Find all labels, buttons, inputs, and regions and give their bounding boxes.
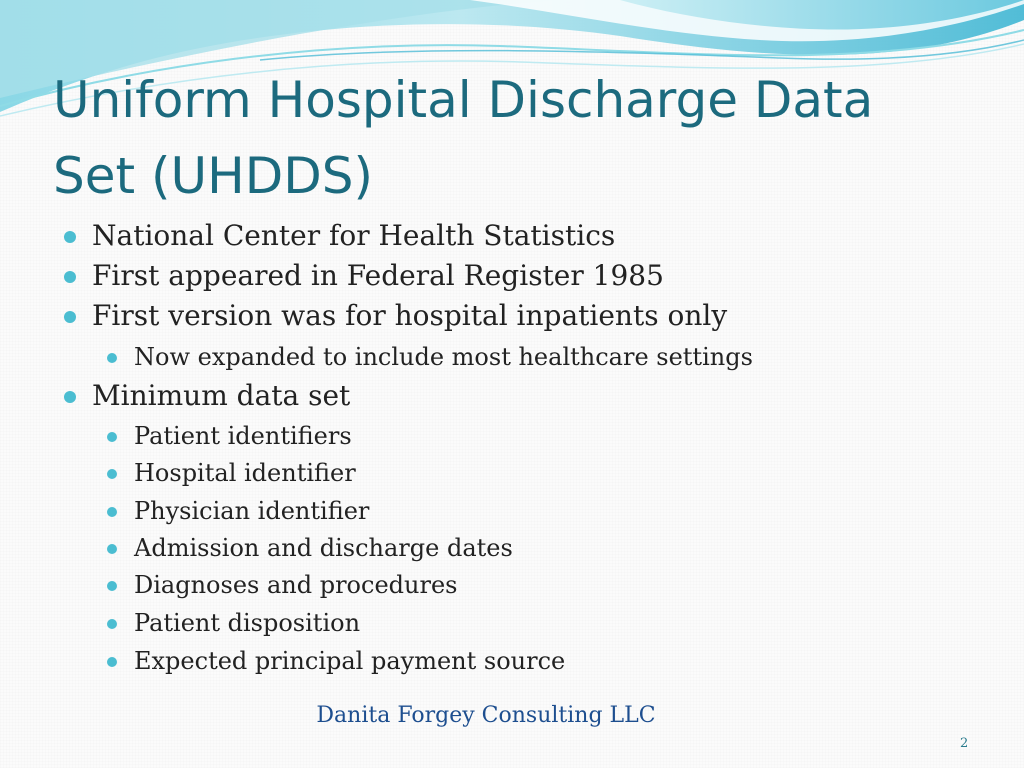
sub-bullet-dot-icon [107,619,117,629]
bullet-item [92,258,664,294]
sub-bullet-text: Patient identifiers [134,422,352,450]
bullet-item [92,218,615,254]
sub-bullet-text: Diagnoses and procedures [134,571,458,599]
bullet-dot-icon [64,311,76,323]
sub-bullet-item [134,495,369,527]
bullet-item [92,298,727,334]
sub-bullet-dot-icon [107,432,117,442]
sub-bullet-item [134,420,352,452]
sub-bullet-text: Expected principal payment source [134,647,566,675]
sub-bullet-text: Physician identifier [134,497,370,525]
title-line-2: Set (UHDDS) [53,147,373,205]
page-number: 2 [960,736,969,751]
bullet-dot-icon [64,271,76,283]
sub-bullet-text: Hospital identifier [134,459,356,487]
bullet-text: First version was for hospital inpatients only [92,299,728,332]
sub-bullet-item [134,532,513,564]
sub-bullet-item [134,341,753,373]
sub-bullet-dot-icon [107,581,117,591]
sub-bullet-dot-icon [107,469,117,479]
sub-bullet-item [134,569,457,601]
sub-bullet-dot-icon [107,544,117,554]
sub-bullet-item [134,607,360,639]
sub-bullet-dot-icon [107,657,117,667]
sub-bullet-dot-icon [107,507,117,517]
bullet-dot-icon [64,231,76,243]
bullet-dot-icon [64,391,76,403]
bullet-item [92,378,350,414]
sub-bullet-text: Admission and discharge dates [134,534,513,562]
sub-bullet-item [134,645,565,677]
sub-bullet-item [134,457,356,489]
bullet-text: National Center for Health Statistics [92,219,616,252]
slide-footer: Danita Forgey Consulting LLC [316,703,656,728]
title-line-1: Uniform Hospital Discharge Data [53,71,874,129]
bullet-text: Minimum data set [92,379,351,412]
bullet-text: First appeared in Federal Register 1985 [92,259,664,292]
sub-bullet-text: Now expanded to include most healthcare settings [134,343,753,371]
sub-bullet-text: Patient disposition [134,609,361,637]
sub-bullet-dot-icon [107,353,117,363]
